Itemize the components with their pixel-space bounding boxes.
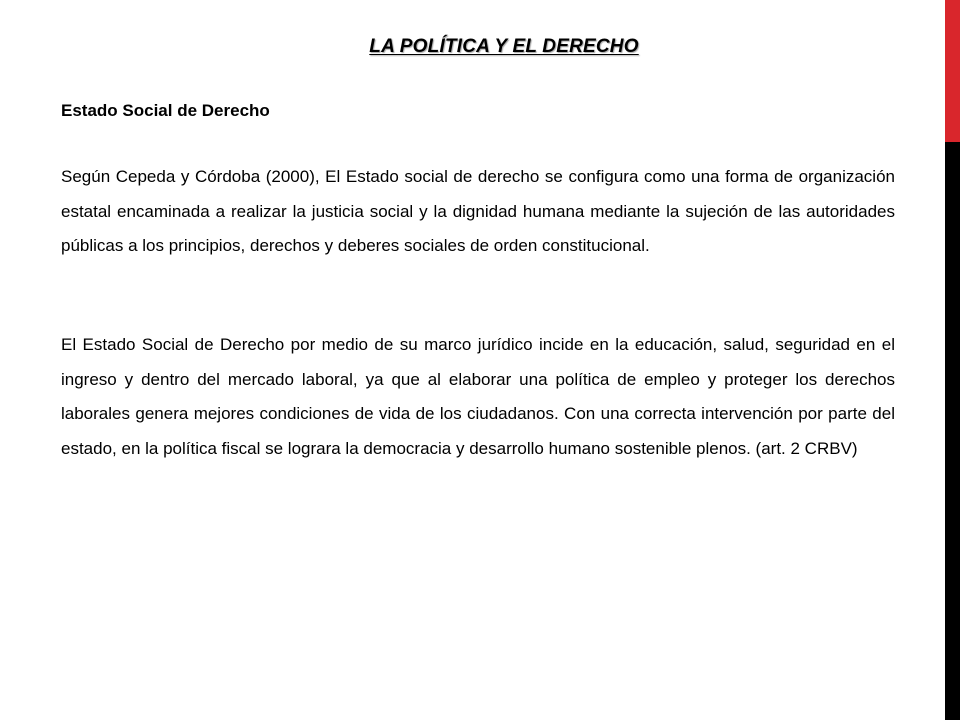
paragraph-1: Según Cepeda y Córdoba (2000), El Estado social de derecho se configura como una forma de organización estatal encaminada a realizar la justicia social y la dignidad humana mediante la sujeción de las autoridades públicas a los principios, derechos y deberes sociales de orden constitucional. [61,167,895,255]
section-heading: Estado Social de Derecho [61,101,270,120]
paragraph-2: El Estado Social de Derecho por medio de su marco jurídico incide en la educación, salud, seguridad en el ingreso y dentro del mercado laboral, ya que al elaborar una política de empleo y proteger los derechos laborales genera mejores condiciones de vida de los ciudadanos. Con una correcta intervención por parte del estado, en la política fiscal se lograra la democracia y desarrollo humano sostenible plenos. (art. 2 CRBV) [61,335,895,458]
side-accent-bar [945,0,960,720]
side-accent-black [945,142,960,720]
side-accent-red [945,0,960,142]
slide-title: LA POLÍTICA Y EL DERECHO [369,36,639,57]
